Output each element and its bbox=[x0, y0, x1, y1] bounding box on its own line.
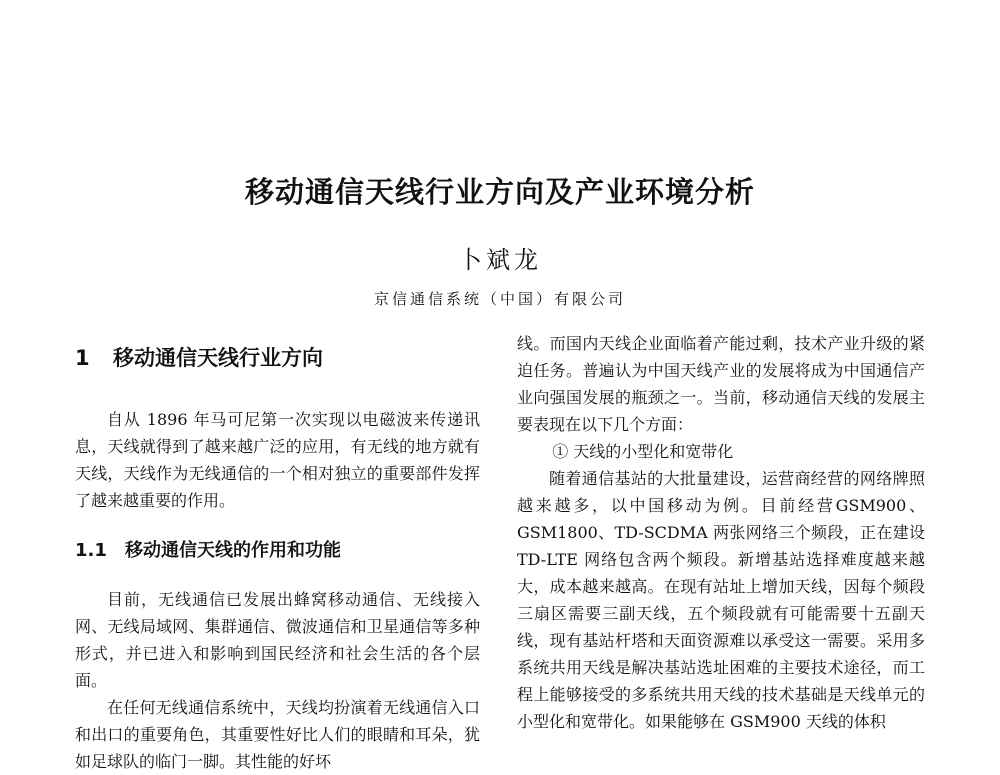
intro-paragraph: 自从 1896 年马可尼第一次实现以电磁波来传递讯息，天线就得到了越来越广泛的应用，有无线的地方就有天线，天线作为无线通信的一个相对独立的重要部件发挥了越来越重要的作用。 bbox=[75, 410, 480, 510]
wireless-forms-paragraph: 目前，无线通信已发展出蜂窝移动通信、无线接入网、无线局域网、集群通信、微波通信和卫星通信等多种形式，并已进入和影响到国民经济和社会生活的各个层面。 bbox=[75, 590, 480, 690]
section-1-heading bbox=[75, 342, 480, 376]
author-affiliation: 京信通信系统（中国）有限公司 bbox=[373, 290, 626, 308]
section-1-1-number: 1.1 bbox=[75, 540, 107, 561]
section-1-1-title: 移动通信天线的作用和功能 bbox=[125, 540, 341, 561]
author-name: 卜斌龙 bbox=[458, 246, 542, 274]
paper-title: 移动通信天线行业方向及产业环境分析 bbox=[244, 175, 755, 209]
section-1-title: 移动通信天线行业方向 bbox=[113, 346, 323, 370]
list-item-miniaturization: ① 天线的小型化和宽带化 bbox=[552, 442, 734, 461]
section-1-number: 1 bbox=[75, 346, 90, 370]
antenna-role-paragraph: 在任何无线通信系统中，天线均扮演着无线通信入口和出口的重要角色，其重要性好比人们的眼睛和耳朵，犹如足球队的临门一脚。其性能的好坏 bbox=[75, 698, 480, 771]
right-column bbox=[517, 330, 925, 735]
base-station-paragraph: 随着通信基站的大批量建设，运营商经营的网络牌照越来越多，以中国移动为例。目前经营GSM900、GSM1800、TD-SCDMA 两张网络三个频段，正在建设 TD-LTE 网络包含两个频段。新增基站选择难度越来越大，成本越来越高。在现有站址上增加天线，因每个频段三扇区需要三副天线，五个频段就有可能需要十五副天线，现有基站杆塔和天面资源难以承受这一需要。采用多系统共用天线是解决基站选址困难的主要技术途径，而工程上能够接受的多系统共用天线的技术基础是天线单元的小型化和宽带化。如果能够在 GSM900 天线的体积 bbox=[517, 469, 925, 731]
left-column bbox=[75, 330, 480, 775]
section-1-1-heading bbox=[75, 536, 480, 566]
industry-paragraph: 线。而国内天线企业面临着产能过剩，技术产业升级的紧迫任务。普遍认为中国天线产业的发展将成为中国通信产业向强国发展的瓶颈之一。当前，移动通信天线的发展主要表现在以下几个方面： bbox=[517, 334, 925, 434]
